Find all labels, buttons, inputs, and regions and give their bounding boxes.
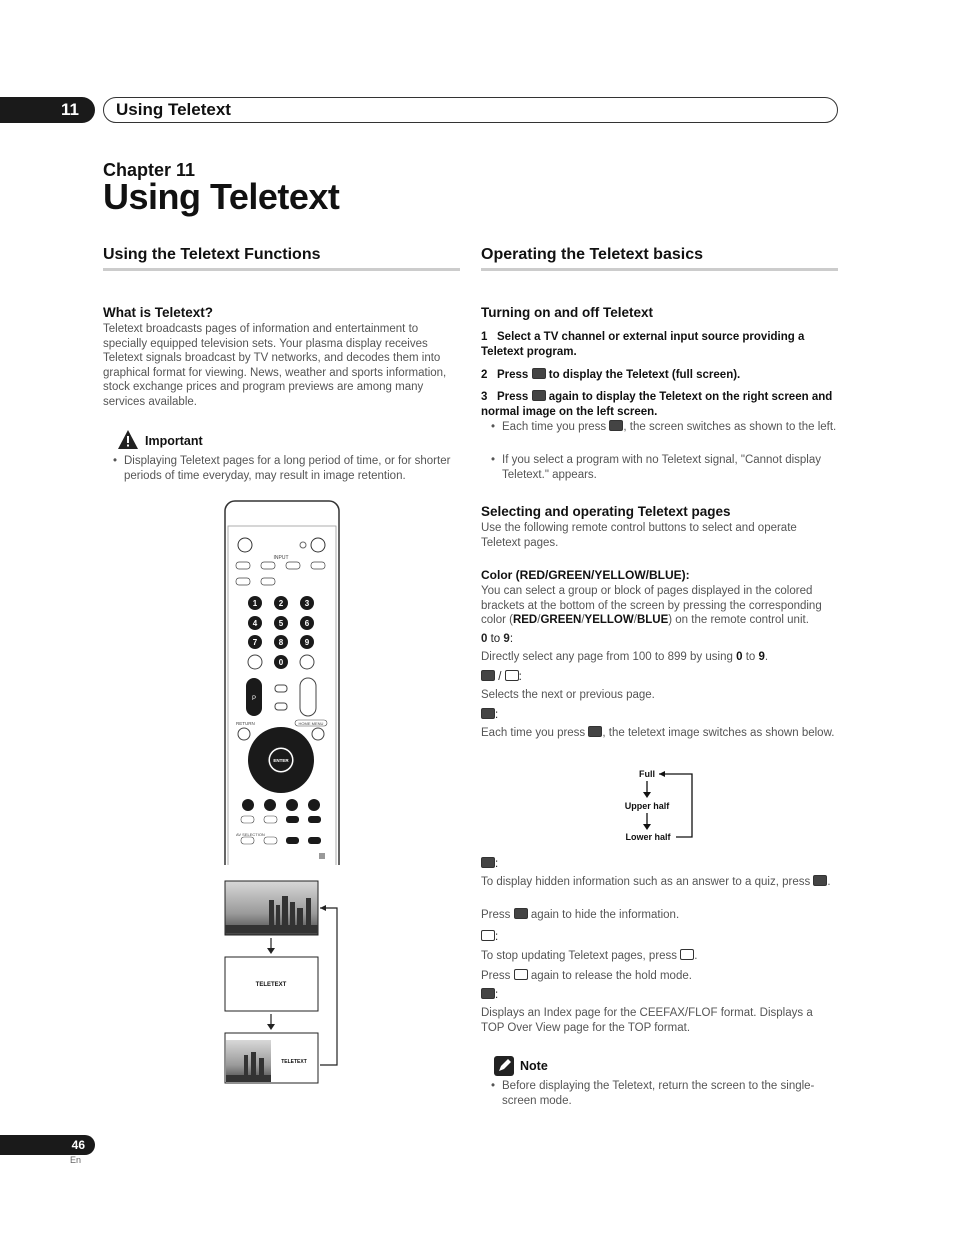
svg-text:ENTER: ENTER [273, 758, 289, 763]
hold-key-icon [680, 949, 694, 960]
chapter-number-tab: 11 [0, 97, 95, 123]
svg-text:AV SELECTION: AV SELECTION [236, 832, 265, 837]
teletext-key-icon [609, 420, 623, 431]
reveal-body-1: To display hidden information such as an answer to a quiz, press . [481, 876, 831, 888]
svg-text:TELETEXT: TELETEXT [281, 1059, 307, 1065]
selecting-heading: Selecting and operating Teletext pages [481, 504, 731, 519]
svg-text:HOME MENU: HOME MENU [298, 721, 324, 726]
page-title: Using Teletext [103, 176, 340, 217]
next-prev-keys: / : [481, 670, 522, 685]
teletext-key-icon [532, 368, 546, 379]
color-body: You can select a group or block of pages displayed in the colored brackets at the bottom of the screen by pressing the corresponding color (RED/GREEN/YELLOW/BLUE) on the remote control unit. [481, 585, 822, 627]
step-bullet-1: • Each time you press , the screen switches as shown to the left. [491, 421, 837, 433]
svg-text:P: P [251, 696, 257, 702]
what-heading: What is Teletext? [103, 305, 214, 320]
svg-text:6: 6 [304, 619, 310, 628]
color-heading: Color (RED/GREEN/YELLOW/BLUE): [481, 568, 690, 582]
reveal-key-icon [813, 875, 827, 886]
important-label: Important [145, 434, 203, 448]
svg-text:Upper half: Upper half [624, 801, 670, 811]
right-section-rule [481, 268, 838, 271]
next-page-key-icon [481, 670, 495, 681]
step-bullet-2: • If you select a program with no Teletext signal, "Cannot display Teletext." appears. [491, 454, 822, 481]
selecting-body: Use the following remote control buttons to select and operate Teletext pages. [481, 522, 797, 549]
svg-text:Lower half: Lower half [625, 832, 671, 842]
hold-body-1: To stop updating Teletext pages, press . [481, 950, 698, 962]
svg-text:Full: Full [639, 769, 655, 779]
hold-key-icon [514, 969, 528, 980]
chapter-label: Chapter 11 [103, 160, 196, 180]
size-key-icon [481, 708, 495, 719]
size-key-icon [588, 726, 602, 737]
svg-text:4: 4 [252, 619, 258, 628]
zero-nine-body: Directly select any page from 100 to 899 by using 0 to 9. [481, 651, 769, 663]
hold-body-2: Press again to release the hold mode. [481, 970, 692, 982]
step-2: 2 Press to display the Teletext (full screen). [481, 369, 741, 381]
reveal-key-icon [481, 857, 495, 868]
size-body: Each time you press , the teletext image switches as shown below. [481, 727, 835, 739]
note-bullet: • Before displaying the Teletext, return the screen to the single-screen mode. [491, 1080, 815, 1107]
note-label: Note [520, 1059, 548, 1073]
left-section-rule [103, 268, 460, 271]
zero-nine-label: 0 to 9: [481, 633, 514, 645]
index-key-icon [481, 988, 495, 999]
index-body: Displays an Index page for the CEEFAX/FLOF format. Displays a TOP Over View page for the TOP format. [481, 1007, 813, 1034]
step-3: 3 Press again to display the Teletext on the right screen and normal image on the left screen. [481, 391, 833, 418]
note-icon [494, 1056, 514, 1081]
remote-input-label: INPUT [273, 555, 289, 561]
svg-text:7: 7 [252, 638, 258, 647]
svg-text:0: 0 [278, 658, 284, 667]
svg-text:9: 9 [304, 638, 310, 647]
svg-text:2: 2 [278, 599, 284, 608]
next-prev-body: Selects the next or previous page. [481, 689, 655, 701]
size-key: : [481, 708, 498, 723]
reveal-key: : [481, 857, 498, 872]
running-header: Using Teletext [103, 97, 838, 123]
svg-text:5: 5 [278, 619, 284, 628]
svg-text:8: 8 [278, 638, 284, 647]
svg-text:1: 1 [252, 599, 258, 608]
left-section-title: Using the Teletext Functions [103, 246, 321, 263]
right-section-title: Operating the Teletext basics [481, 246, 703, 263]
teletext-key-icon [532, 390, 546, 401]
turning-heading: Turning on and off Teletext [481, 305, 653, 320]
important-icon [117, 429, 139, 456]
svg-text:3: 3 [304, 599, 310, 608]
svg-text:TELETEXT: TELETEXT [255, 982, 287, 988]
screen-mode-flow-diagram [224, 880, 344, 1085]
index-key: : [481, 988, 498, 1003]
reveal-key-icon [514, 908, 528, 919]
prev-page-key-icon [505, 670, 519, 681]
remote-control-illustration [224, 500, 340, 865]
size-cycle-diagram [615, 766, 700, 844]
important-bullet: • Displaying Teletext pages for a long period of time, or for shorter periods of time everyday, may result in image retention. [113, 455, 451, 482]
reveal-body-2: Press again to hide the information. [481, 909, 680, 921]
hold-key: : [481, 930, 498, 945]
hold-key-icon [481, 930, 495, 941]
language-code: En [70, 1155, 82, 1165]
what-body: Teletext broadcasts pages of information and entertainment to specially equipped television sets. Your plasma display receives Teletext signals broadcast by TV networks, and decodes them into graphical format for viewing. News, weather and sports information, stock exchange prices and program previews are among many services available. [103, 323, 447, 408]
page-number: 46 [0, 1135, 95, 1155]
svg-text:RETURN: RETURN [236, 721, 255, 726]
step-1: 1 Select a TV channel or external input source providing a Teletext program. [481, 331, 805, 358]
